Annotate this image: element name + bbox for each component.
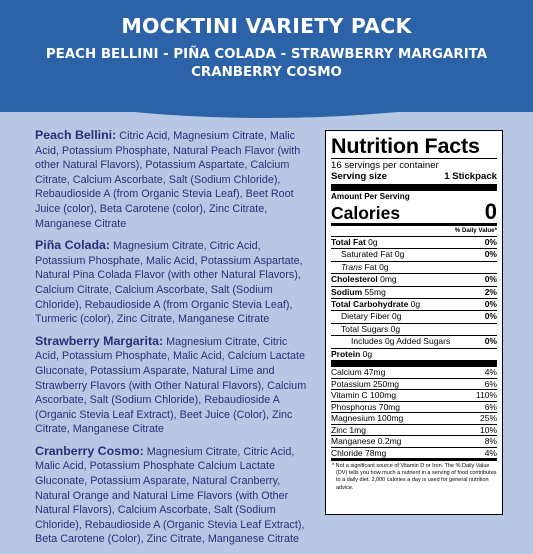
nutrient-dv: 0% [484,274,497,285]
ingredient-text: Citric Acid, Magnesium Citrate, Malic Acid, Potassium Phosphate, Natural Peach Flavor (with other Natural Flavors), Potassium Aspartate, Calcium Citrate, Calcium Ascorbate, Salt (Sodium Chloride), Rebaudioside A (from Organic Stevia Leaf), Beet Root Juice (color), Beta Carotene (color), Zinc Citrate, Manganese Citrate [35,130,301,230]
serving-size [331,171,497,184]
mineral-dv: 25% [479,413,497,424]
divider-thick [331,360,497,367]
nutrient-row [331,286,497,298]
calories-row [331,199,497,224]
divider-thick [331,184,497,191]
mineral-row [331,435,497,447]
nutrient-row [331,236,497,248]
nutrient-amount: 0g [365,237,378,247]
nutrient-name: Total Fat [331,237,366,247]
divider-medium [331,458,497,461]
nutrient-name: Sodium [331,286,363,297]
serving-size-value: 1 Stickpack [444,171,497,182]
mineral-label: Manganese 0.2mg [331,436,402,447]
flavor-list [0,46,533,82]
daily-value-footnote: * Not a significant source of Vitamin D or Iron. The % Daily Value (DV) tells you how much a nutrient in a serving of food contributes to a daily diet. 2,000 calories a day is used for general nutrition advice. [332,463,497,491]
nutrient-dv: 0% [484,311,497,322]
calories-label: Calories [331,203,401,223]
nutrient-amount: 0g [376,261,389,272]
mineral-label: Phosphorus 70mg [331,401,400,412]
nutrient-row [331,298,497,310]
mineral-label: Vitamin C 100mg [331,390,397,401]
mineral-row [331,367,497,378]
nutrient-amount: 0g [389,311,402,322]
flavor-list-line-1: PEACH BELLINI - PIÑA COLADA - STRAWBERRY MARGARITA [45,47,488,62]
flavor-name: Strawberry Margarita: [35,333,164,348]
mineral-dv: 4% [484,447,497,458]
serving-size-label: Serving size [331,171,387,182]
nutrient-dv: 0% [484,237,497,247]
nutrition-facts-title: Nutrition Facts [331,134,480,158]
servings-per-container: 16 servings per container [331,160,439,171]
mineral-row [331,447,497,459]
mineral-label: Zinc 1mg [331,424,366,435]
nutrient-amount: 0g [388,323,401,334]
flavor-list-line-2: CRANBERRY COSMO [191,65,342,80]
nutrient-dv: 0% [484,299,497,310]
flavor-name: Piña Colada: [35,238,111,253]
nutrient-amount: 0g [392,249,405,260]
nutrient-amount: 55mg [362,286,386,297]
ingredient-text: Magnesium Citrate, Citric Acid, Malic Acid, Potassium Phosphate Calcium Lactate Gluconate, Potassium Asparate, Natural Cranberry, Natural Orange and Natural Lime Flavors (with Other Natural Flavors), Calcium Ascorbate, Salt (Sodium Chloride), Rebaudioside A (Organic Stevia Leaf Extract), Beta Carotene (Color), Zinc Citrate, Manganese Citrate [35,445,305,546]
mineral-row [331,389,497,401]
mineral-row [331,412,497,424]
mineral-dv: 6% [484,378,497,389]
nutrition-facts-panel [325,130,503,515]
nutrient-amount: 0g [360,348,373,359]
ingredients-peach-bellini [35,128,307,231]
nutrient-name: Includes 0g Added Sugars [351,336,451,347]
ingredient-text: Magnesium Citrate, Citric Acid, Potassium Phosphate, Malic Acid, Calcium Lactate Gluconate, Potassium Asparate, Natural Lime and Strawberry Flavors (with Other Natural Flavors), Calcium Ascorbate, Salt (Sodium Chloride), Rebaudioside A (Organic Stevia Leaf Extract), Beet Juice (Color), Zinc Citrate, Manganese Citrate [35,335,307,436]
calories-value: 0 [484,199,497,224]
ingredients-cranberry-cosmo [35,444,307,547]
mineral-label: Chloride 78mg [331,447,387,458]
nutrient-name: Fat [362,261,377,272]
vitamins-minerals [331,367,497,458]
nutrient-row [331,261,497,273]
mineral-row [331,378,497,390]
mineral-label: Calcium 47mg [331,367,386,378]
mineral-label: Potassium 250mg [331,378,400,389]
nutrient-name: Dietary Fiber [341,311,390,322]
nutrient-name: Cholesterol [331,274,378,285]
nutrient-row [331,310,497,322]
nutrient-amount: 0g [408,299,421,310]
mineral-dv: 6% [484,401,497,412]
nutrient-row [331,273,497,285]
nutrient-dv: 0% [484,249,497,260]
daily-value-header: % Daily Value* [454,227,497,234]
divider [331,158,497,159]
mineral-dv: 110% [475,390,497,401]
nutrient-amount: 0mg [377,274,397,285]
ingredients-pina-colada [35,238,307,327]
mineral-dv: 10% [479,424,497,435]
mineral-dv: 4% [484,367,497,378]
amount-per-serving: Amount Per Serving [331,192,410,201]
ingredients-list [35,128,307,554]
protein-row [331,348,497,360]
nutrient-name: Total Carbohydrate [331,299,409,310]
nutrient-dv: 0% [484,336,497,347]
ingredient-text: Magnesium Citrate, Citric Acid, Potassium Phosphate, Malic Acid, Potassium Aspartate, Natural Pina Colada Flavor (with other Natural Flavors), Calcium Citrate, Calcium Ascorbate, Salt (Sodium Chloride), Rebaudioside A (from Organic Stevia Leaf), Turmeric (color), Zinc Citrate, Manganese Citrate [35,240,303,326]
nutrient-dv: 2% [484,286,497,297]
mineral-dv: 8% [484,436,497,447]
nutrient-name-italic: Trans [341,261,363,272]
mineral-label: Magnesium 100mg [331,413,404,424]
nutrient-name: Saturated Fat [341,249,393,260]
ingredients-strawberry-margarita [35,334,307,437]
nutrient-name: Protein [331,348,361,359]
nutrient-row [331,248,497,260]
nutrient-row [331,335,497,347]
mineral-row [331,401,497,413]
nutrient-row [331,323,497,335]
flavor-name: Cranberry Cosmo: [35,443,144,458]
mineral-row [331,424,497,436]
nutrient-name: Total Sugars [341,323,389,334]
page-title: MOCKTINI VARIETY PACK [121,14,412,38]
flavor-name: Peach Bellini: [35,128,117,142]
